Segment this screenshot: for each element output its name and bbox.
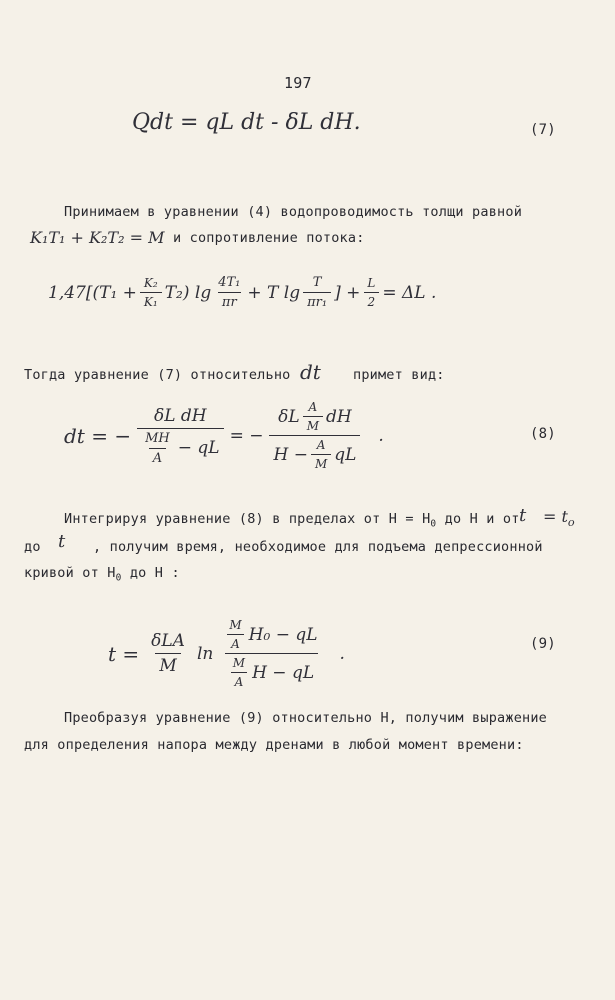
eq7-term1: qL dt <box>205 110 265 135</box>
para2-var: dt <box>300 360 321 384</box>
eq8-f2-num-frac <box>303 400 323 433</box>
para3-line1 <box>64 511 520 530</box>
eq8-lhs: dt = − <box>64 423 132 448</box>
eq8-f2-den <box>269 435 360 471</box>
resistance-equation <box>48 275 436 310</box>
eq8-fraction2 <box>269 400 360 471</box>
para3-line3-text: кривой от H <box>24 565 116 581</box>
eq9-g-num <box>221 618 321 653</box>
eq8-mid: = − <box>229 425 264 446</box>
para3-t-equals <box>543 507 575 529</box>
eq8-f2-num-pre: δL <box>278 406 300 427</box>
res-f3-fraction <box>363 276 379 309</box>
page-number: 197 <box>284 74 312 92</box>
eq9-fraction1 <box>147 631 189 676</box>
eq7-eq: = <box>179 110 199 135</box>
res-lead: 1,47[(T₁ + <box>48 282 137 303</box>
eq9-g-num-a: A <box>227 634 244 651</box>
res-k-num: K₂ <box>143 276 158 290</box>
eq9-g-num-rest: H₀ − qL <box>248 624 318 645</box>
res-k-fraction <box>140 276 162 309</box>
equation-7-number: (7) <box>530 122 556 138</box>
eq8-f2-den-a: A <box>316 438 326 452</box>
res-f2-num: T <box>312 275 322 290</box>
res-rhs: = ΔL . <box>382 282 437 303</box>
para1-condition-formula: K₁T₁ + K₂T₂ = M <box>30 228 165 247</box>
eq9-ln: ln <box>196 643 214 664</box>
para1-line2: и сопротивление потока: <box>173 230 365 246</box>
eq8-dot: . <box>378 425 384 446</box>
eq8-f1-num: δL dH <box>154 405 207 426</box>
eq7-term2: δL dH. <box>285 110 361 135</box>
res-f2-den: πr₁ <box>303 292 331 310</box>
eq9-f-num: δLA <box>151 631 185 651</box>
eq9-g-num-m: M <box>229 618 242 632</box>
para4-line2: для определения напора между дренами в любой момент времени: <box>24 737 524 753</box>
para3-h0-sub: 0 <box>430 518 437 530</box>
res-f2-fraction <box>303 275 331 310</box>
para3-t-var: t <box>519 505 527 526</box>
res-f3-num: L <box>367 276 376 290</box>
para3-line2-text: , получим время, необходимое для подъема депрессионной <box>93 539 543 555</box>
para3-line3-end: до H : <box>121 565 180 581</box>
para1-line1: Принимаем в уравнении (4) водопроводимость толщи равной <box>64 204 523 220</box>
equation-9-number: (9) <box>530 636 556 652</box>
eq7-lhs: Qdt <box>132 110 173 135</box>
eq8-f1-den-frac <box>141 431 174 466</box>
eq8-f2-num-post: dH <box>326 406 352 427</box>
eq8-f2-num-m: M <box>303 416 323 433</box>
para3-line2-pre: до <box>24 539 41 555</box>
equation-9 <box>108 618 345 689</box>
eq9-g-num-frac <box>225 618 245 651</box>
eq9-f-den: M <box>155 653 180 676</box>
eq9-g-den-a: A <box>231 672 248 689</box>
para4-line1: Преобразуя уравнение (9) относительно H, получим выражение <box>64 710 548 726</box>
eq9-dot: . <box>339 643 345 664</box>
eq8-f1-den-tail: − qL <box>177 438 220 458</box>
equation-7 <box>132 110 361 135</box>
eq8-f1-den <box>137 428 223 466</box>
res-t2: T₂) lg <box>164 282 212 303</box>
para3-line2-t: t <box>58 531 66 552</box>
para3-line3-sub: 0 <box>115 572 122 584</box>
res-f1-fraction <box>214 275 244 310</box>
eq8-f2-den-frac <box>311 438 331 471</box>
eq8-fraction1 <box>137 406 223 466</box>
eq8-f1-den-mid: A <box>149 448 166 466</box>
res-k-den: K₁ <box>140 292 162 309</box>
eq9-g-den-frac <box>229 656 249 689</box>
res-plus-t: + T lg <box>247 282 301 303</box>
eq9-g-den-m: M <box>232 656 246 670</box>
res-f1-num: 4T₁ <box>218 275 241 290</box>
eq9-lhs: t = <box>108 641 140 666</box>
equation-8 <box>64 400 384 471</box>
para3-line1-text: Интегрируя уравнение (8) в пределах от H = H <box>64 511 431 527</box>
eq8-f2-den-m: M <box>311 454 331 471</box>
eq8-f2-num <box>274 400 356 435</box>
equation-8-number: (8) <box>530 426 556 442</box>
eq8-f2-den-post: qL <box>334 444 357 465</box>
res-f3-den: 2 <box>364 292 380 309</box>
para2-text1: Тогда уравнение (7) относительно <box>24 367 291 383</box>
eq8-f1-den-top: MH <box>145 430 170 446</box>
para3-line1-mid: до H и от <box>436 511 520 527</box>
para3-t-eq: = t <box>543 507 568 526</box>
para3-t0-sub: o <box>567 516 575 530</box>
eq9-g-den-rest: H − qL <box>252 662 315 683</box>
eq7-minus: - <box>271 110 279 135</box>
eq8-f2-num-a: A <box>308 400 318 414</box>
res-f1-den: πr <box>218 292 241 310</box>
para3-line3 <box>24 565 180 584</box>
eq8-f2-den-pre: H − <box>273 444 308 465</box>
eq9-g-den <box>225 653 318 689</box>
eq9-fraction2 <box>221 618 321 689</box>
res-close: ] + <box>334 282 361 303</box>
para2-text2: примет вид: <box>353 367 445 383</box>
